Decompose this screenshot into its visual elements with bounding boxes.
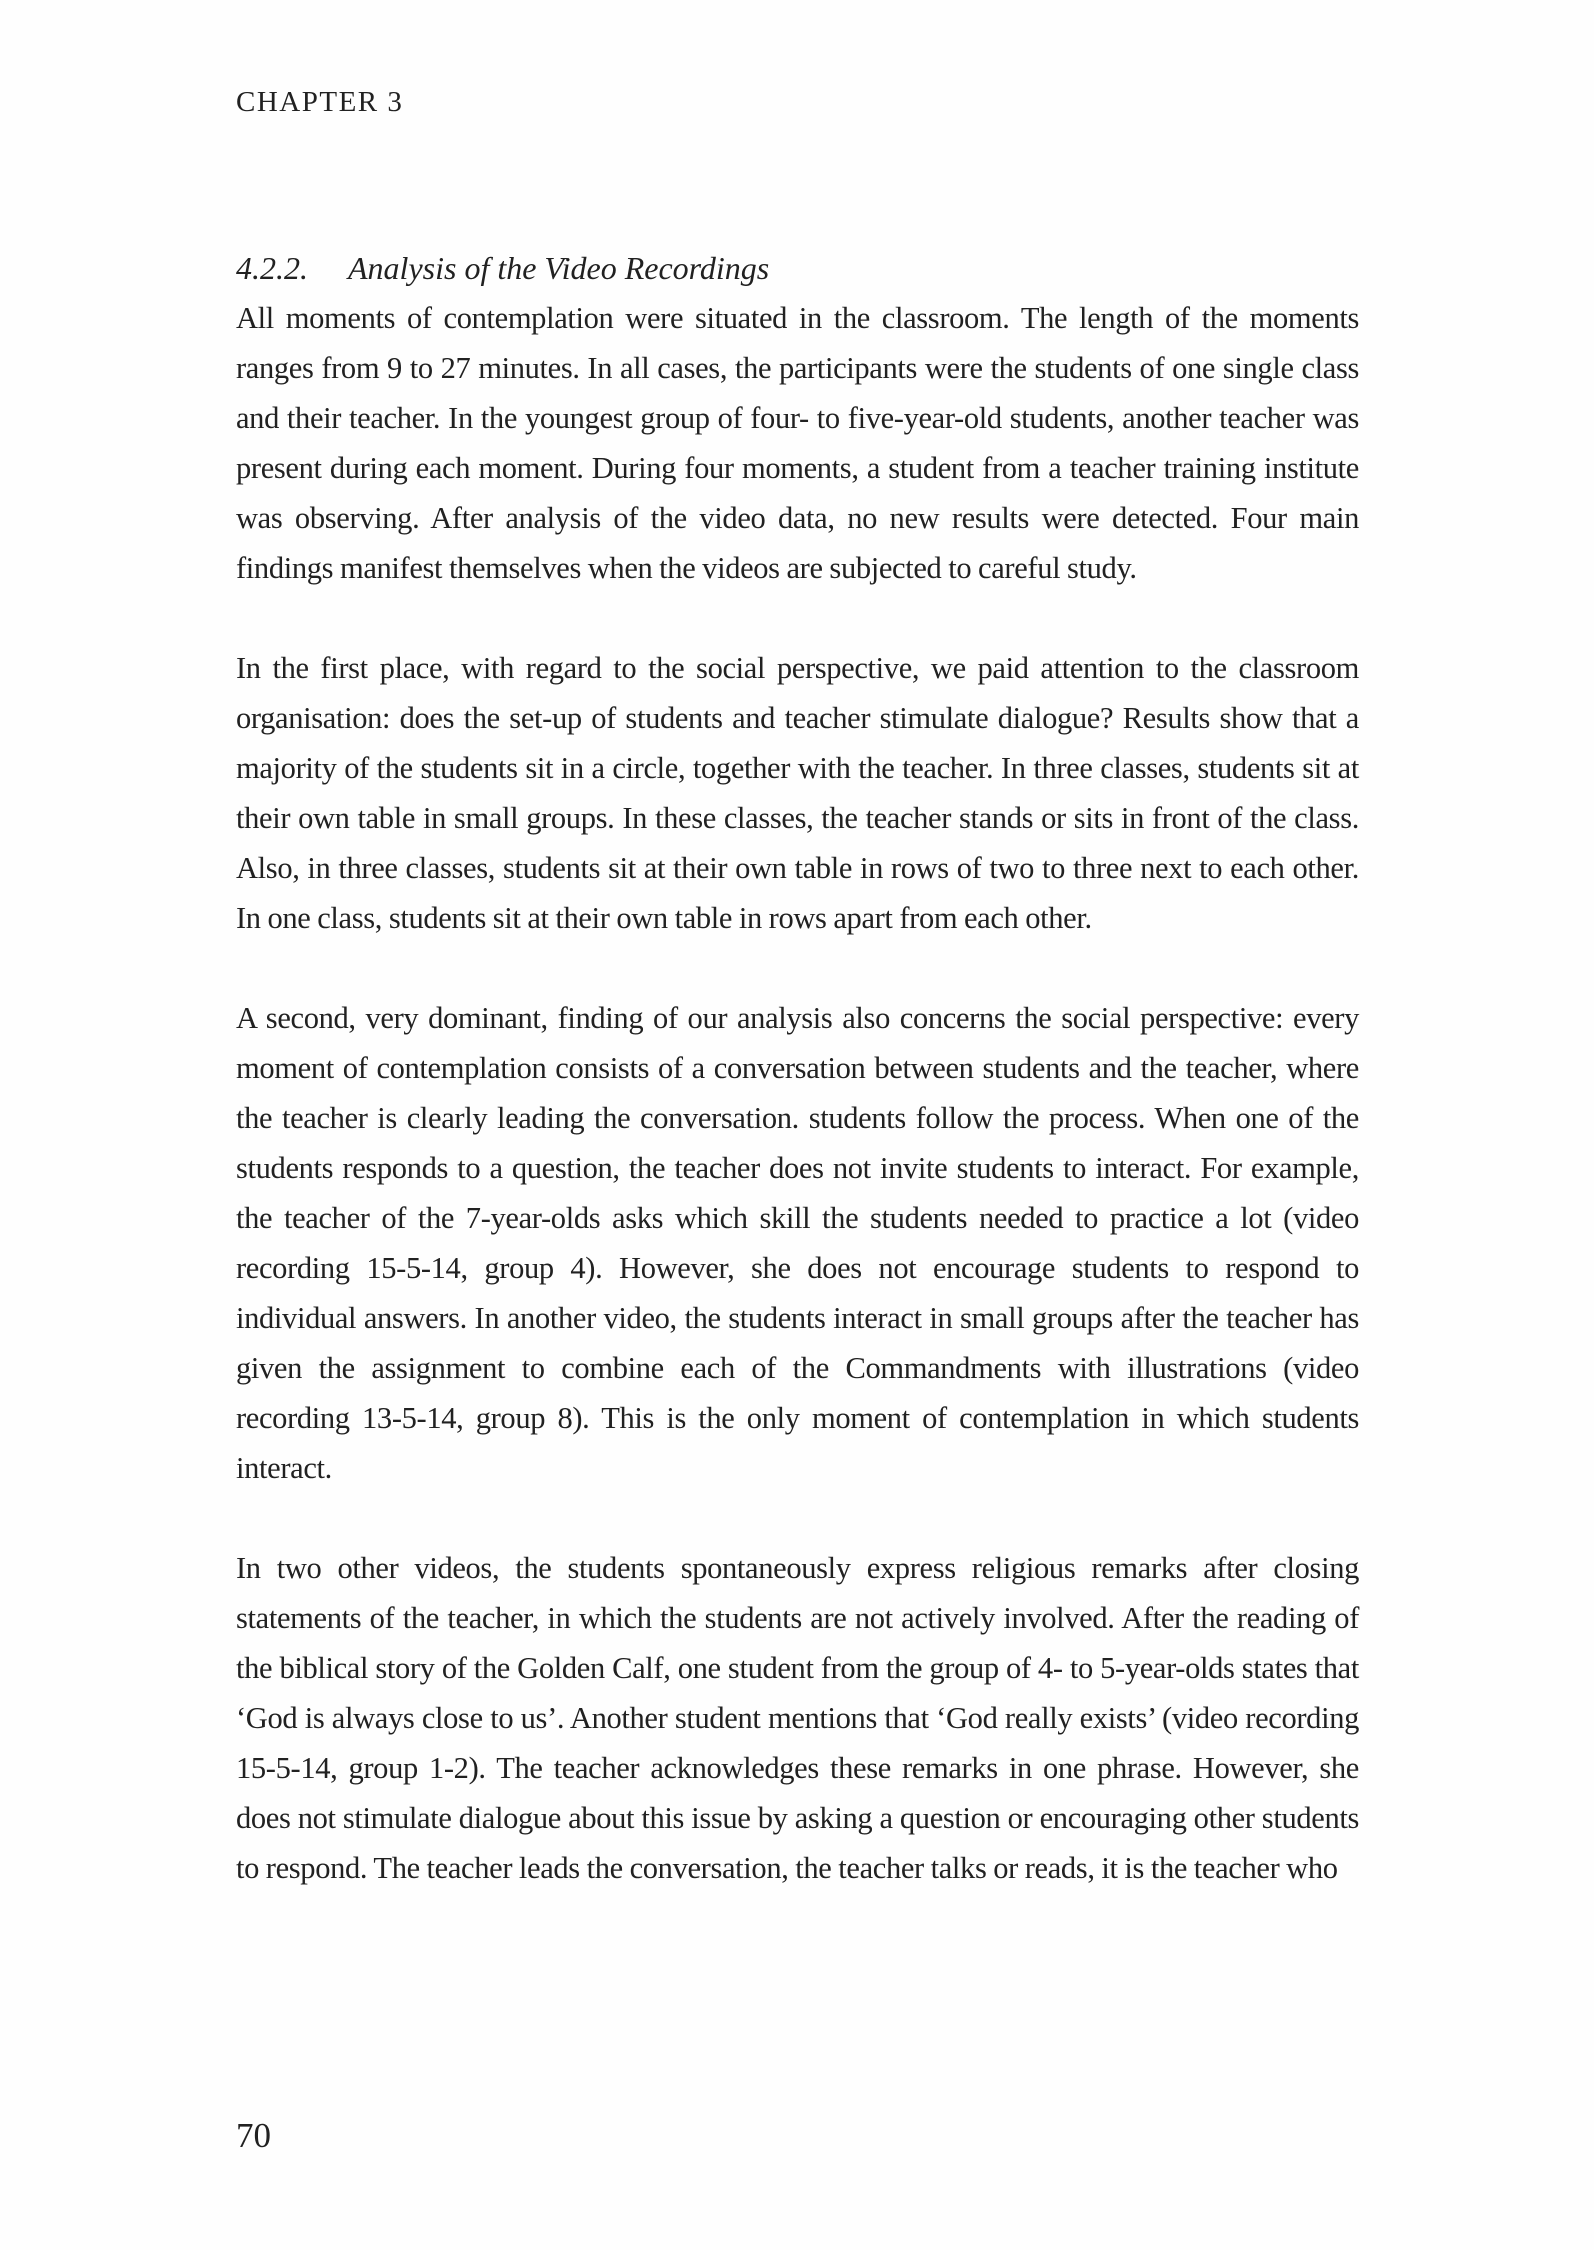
paragraph-2: In the first place, with regard to the social perspective, we paid attention to the classroom organisation: does the set-up of students and teacher stimulate dialogue? Results show that a majority of the students sit in a circle, together with the teacher. In three classes, students sit at their own table in small groups. In these classes, the teacher stands or sits in front of the class. Also, in three classes, students sit at their own table in rows of two to three next to each other. In one class, students sit at their own table in rows apart from each other. — [236, 651, 1359, 935]
section-heading — [236, 243, 1359, 293]
paragraph-4: In two other videos, the students spontaneously express religious remarks after closing statements of the teacher, in which the students are not actively involved. After the reading of the biblical story of the Golden Calf, one student from the group of 4- to 5-year-olds states that ‘God is always close to us’. Another student mentions that ‘God really exists’ (video recording 15-5-14, group 1-2). The teacher acknowledges these remarks in one phrase. However, she does not stimulate dialogue about this issue by asking a question or encouraging other students to respond. The teacher leads the conversation, the teacher talks or reads, it is the teacher who — [236, 1551, 1359, 1885]
paragraph-3: A second, very dominant, finding of our analysis also concerns the social perspective: every moment of contemplation consists of a conversation between students and the teacher, where the teacher is clearly leading the conversation. students follow the process. When one of the students responds to a question, the teacher does not invite students to interact. For example, the teacher of the 7-year-olds asks which skill the students needed to practice a lot (video recording 15-5-14, group 4). However, she does not encourage students to respond to individual answers. In another video, the students interact in small groups after the teacher has given the assignment to combine each of the Commandments with illustrations (video recording 13-5-14, group 8). This is the only moment of contemplation in which students interact. — [236, 1001, 1359, 1485]
page-number: 70 — [236, 2116, 271, 2155]
paragraph-1: All moments of contemplation were situated in the classroom. The length of the moments ranges from 9 to 27 minutes. In all cases, the participants were the students of one single class and their teacher. In the youngest group of four- to five-year-old students, another teacher was present during each moment. During four moments, a student from a teacher training institute was observing. After analysis of the video data, no new results were detected. Four main findings manifest themselves when the videos are subjected to careful study. — [236, 301, 1359, 585]
running-header: CHAPTER 3 — [236, 86, 404, 118]
section-number: 4.2.2. — [236, 250, 308, 286]
section-title: Analysis of the Video Recordings — [348, 250, 770, 286]
page-content — [236, 243, 1359, 1893]
